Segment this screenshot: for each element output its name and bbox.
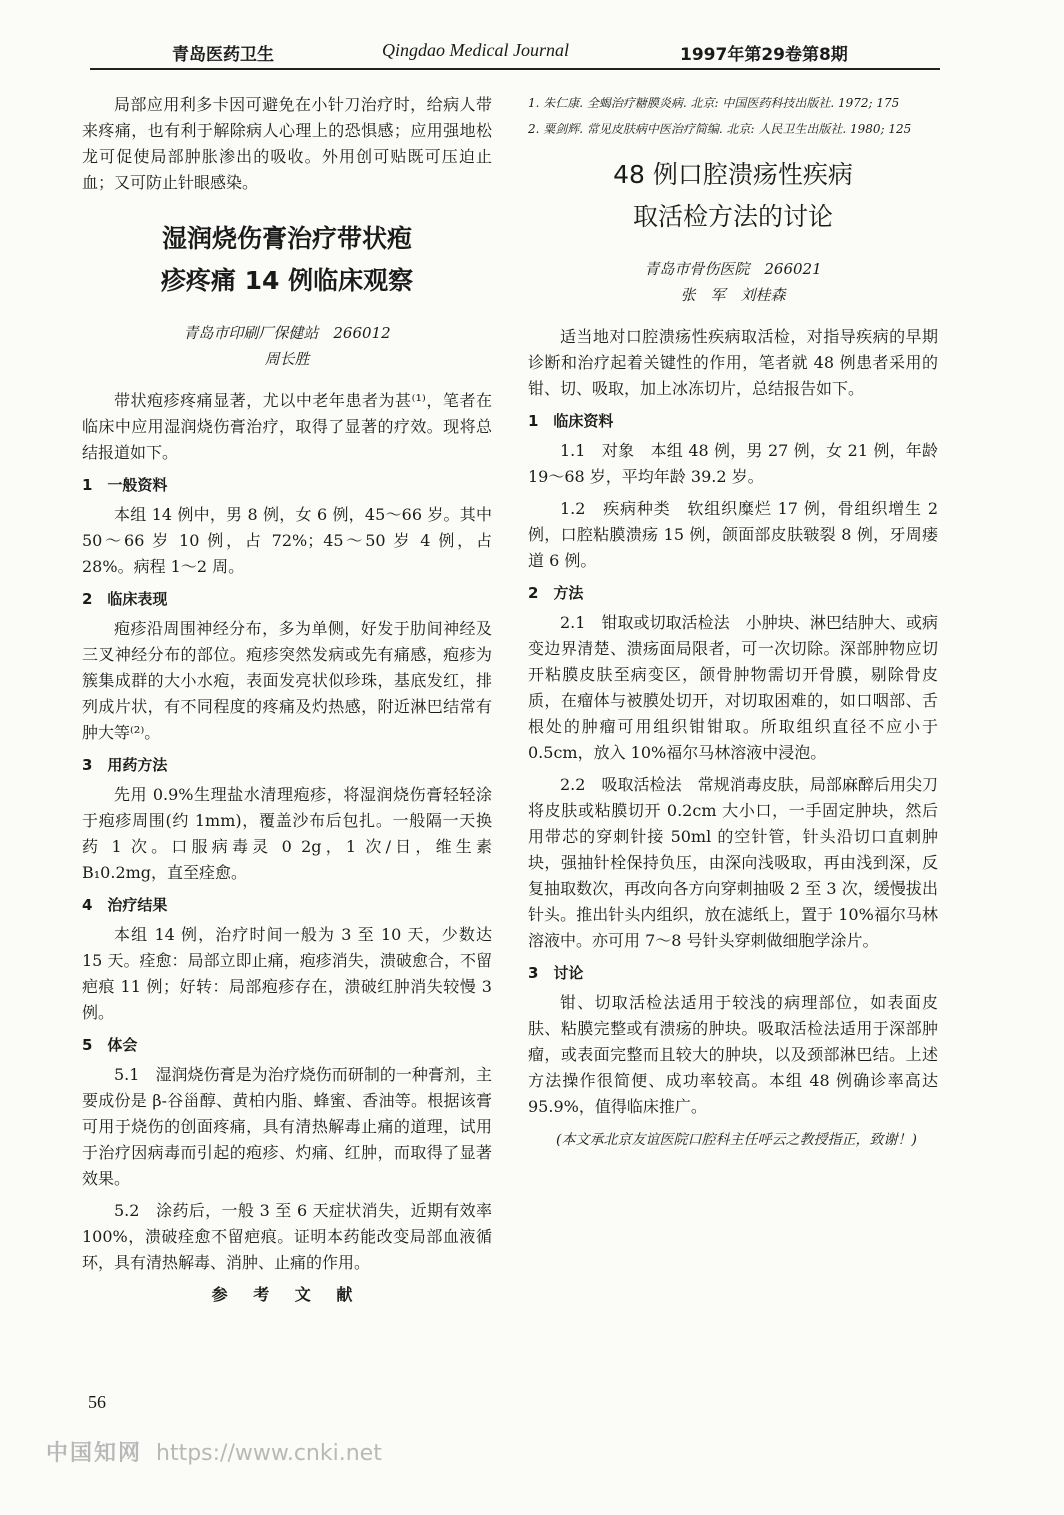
watermark-url: https://www.cnki.net bbox=[156, 1441, 382, 1466]
left-title-line-2: 疹疼痛 14 例临床观察 bbox=[160, 266, 414, 295]
journal-name-cn: 青岛医药卫生 bbox=[172, 45, 274, 65]
left-article-title bbox=[82, 218, 492, 302]
right-authors: 张 军 刘桂森 bbox=[680, 286, 786, 304]
left-paragraph: 带状疱疹疼痛显著，尤以中老年患者为甚⁽¹⁾，笔者在临床中应用湿润烧伤膏治疗，取得了显著的疗效。现将总结报道如下。 bbox=[82, 391, 492, 462]
left-section-heading: 4 治疗结果 bbox=[82, 896, 168, 914]
watermark-site-name: 中国知网 bbox=[46, 1441, 143, 1466]
right-section-heading: 3 讨论 bbox=[528, 964, 584, 982]
journal-issue: 1997年第29卷第8期 bbox=[680, 45, 848, 65]
left-author-block bbox=[82, 320, 492, 372]
cnki-watermark bbox=[46, 1436, 382, 1467]
journal-header bbox=[90, 38, 940, 70]
right-paragraph: 1.2 疾病种类 软组织糜烂 17 例，骨组织增生 2 例，口腔粘膜溃疡 15 例，颌面部皮肤皲裂 8 例，牙周瘘道 6 例。 bbox=[528, 499, 938, 570]
right-affiliation: 青岛市骨伤医院 266021 bbox=[644, 260, 822, 278]
left-author: 周长胜 bbox=[264, 350, 310, 368]
reference-item: 1. 朱仁康. 全蝎治疗糖膜炎病. 北京: 中国医药科技出版社. 1972; 175 bbox=[528, 96, 900, 110]
right-title-line-2: 取活检方法的讨论 bbox=[632, 202, 833, 231]
left-section-heading: 2 临床表现 bbox=[82, 590, 168, 608]
right-title-line-1: 48 例口腔溃疡性疾病 bbox=[613, 160, 853, 189]
left-paragraph: 本组 14 例，治疗时间一般为 3 至 10 天，少数达 15 天。痊愈：局部立即止痛，疱疹消失，溃破愈合，不留疤痕 11 例；好转：局部疱疹存在，溃破红肿消失较慢 3 例。 bbox=[82, 925, 492, 1022]
right-paragraph: 1.1 对象 本组 48 例，男 27 例，女 21 例，年龄 19～68 岁，平均年龄 39.2 岁。 bbox=[528, 441, 938, 486]
left-column bbox=[82, 92, 492, 1308]
left-intro-paragraph: 局部应用利多卡因可避免在小针刀治疗时，给病人带来疼痛，也有利于解除病人心理上的恐惧感；应用强地松龙可促使局部肿胀渗出的吸收。外用创可贴既可压迫止血；又可防止针眼感染。 bbox=[82, 95, 492, 192]
left-paragraph: 疱疹沿周围神经分布，多为单侧，好发于肋间神经及三叉神经分布的部位。疱疹突然发病或先有痛感，疱疹为簇集成群的大小水疱，表面发亮状似珍珠，基底发红，排列成片状，有不同程度的疼痛及灼热感，附近淋巴结常有肿大等⁽²⁾。 bbox=[82, 619, 492, 742]
left-title-line-1: 湿润烧伤膏治疗带状疱 bbox=[161, 224, 412, 253]
left-affiliation: 青岛市印刷厂保健站 266012 bbox=[183, 324, 391, 342]
left-paragraph: 5.1 湿润烧伤膏是为治疗烧伤而研制的一种膏剂，主要成份是 β-谷甾醇、黄柏内脂、蜂蜜、香油等。根据该膏可用于烧伤的创面疼痛，具有清热解毒止痛的道理，试用于治疗因病毒而引起的疱疹、灼痛、红肿，而取得了显著效果。 bbox=[82, 1065, 492, 1188]
right-article-title bbox=[528, 154, 938, 238]
acknowledgement: (本文承北京友谊医院口腔科主任呼云之教授指正，致谢！) bbox=[556, 1132, 917, 1148]
right-paragraph: 2.2 吸取活检法 常规消毒皮肤，局部麻醉后用尖刀将皮肤或粘膜切开 0.2cm 大小口，一手固定肿块，然后用带芯的穿刺针接 50ml 的空针管，针头沿切口直刺肿块，强抽针栓保持负压，由深向浅吸取，再由浅到深，反复抽取数次，再改向各方向穿刺抽吸 2 至 3 次，缓慢拔出针头。推出针头内组织，放在滤纸上，置于 10%福尔马林溶液中。亦可用 7～8 号针头穿刺做细胞学涂片。 bbox=[528, 775, 938, 950]
left-section-heading: 5 体会 bbox=[82, 1036, 138, 1054]
right-section-heading: 2 方法 bbox=[528, 584, 584, 602]
right-column bbox=[528, 92, 938, 1160]
journal-name-en: Qingdao Medical Journal bbox=[382, 40, 569, 60]
left-paragraph: 5.2 涂药后，一般 3 至 6 天症状消失，近期有效率 100%，溃破痊愈不留疤痕。证明本药能改变局部血液循环，具有清热解毒、消肿、止痛的作用。 bbox=[82, 1201, 492, 1272]
left-paragraph: 先用 0.9%生理盐水清理疱疹，将湿润烧伤膏轻轻涂于疱疹周围(约 1mm)，覆盖沙布后包扎。一般隔一天换药 1 次。口服病毒灵 0 2g，1 次/日，维生素 B₁0.2mg，直至痊愈。 bbox=[82, 785, 492, 882]
right-paragraph: 钳、切取活检法适用于较浅的病理部位，如表面皮肤、粘膜完整或有溃疡的肿块。吸取活检法适用于深部肿瘤，或表面完整而且较大的肿块，以及颈部淋巴结。上述方法操作很简便、成功率较高。本组 48 例确诊率高达 95.9%，值得临床推广。 bbox=[528, 993, 938, 1116]
reference-item: 2. 粟剑辉. 常见皮肤病中医治疗简编. 北京: 人民卫生出版社. 1980; 125 bbox=[528, 122, 912, 136]
left-section-heading: 1 一般资料 bbox=[82, 476, 168, 494]
references-list bbox=[528, 92, 938, 140]
references-title: 参 考 文 献 bbox=[211, 1285, 363, 1304]
right-author-block bbox=[528, 256, 938, 308]
right-section-heading: 1 临床资料 bbox=[528, 412, 614, 430]
left-section-heading: 3 用药方法 bbox=[82, 756, 168, 774]
right-paragraph: 2.1 钳取或切取活检法 小肿块、淋巴结肿大、或病变边界清楚、溃疡面局限者，可一次切除。深部肿物应切开粘膜皮肤至病变区，颌骨肿物需切开骨膜，剔除骨皮质，在瘤体与被膜处切开，对切取困难的，如口咽部、舌根处的肿瘤可用组织钳钳取。所取组织直径不应小于 0.5cm，放入 10%福尔马林溶液中浸泡。 bbox=[528, 613, 938, 762]
page-number: 56 bbox=[88, 1392, 106, 1412]
left-paragraph: 本组 14 例中，男 8 例，女 6 例，45～66 岁。其中 50～66 岁 10 例，占 72%；45～50 岁 4 例，占 28%。病程 1～2 周。 bbox=[82, 505, 492, 576]
right-paragraph: 适当地对口腔溃疡性疾病取活检，对指导疾病的早期诊断和治疗起着关键性的作用，笔者就 48 例患者采用的钳、切、吸取，加上冰冻切片，总结报告如下。 bbox=[528, 327, 938, 398]
